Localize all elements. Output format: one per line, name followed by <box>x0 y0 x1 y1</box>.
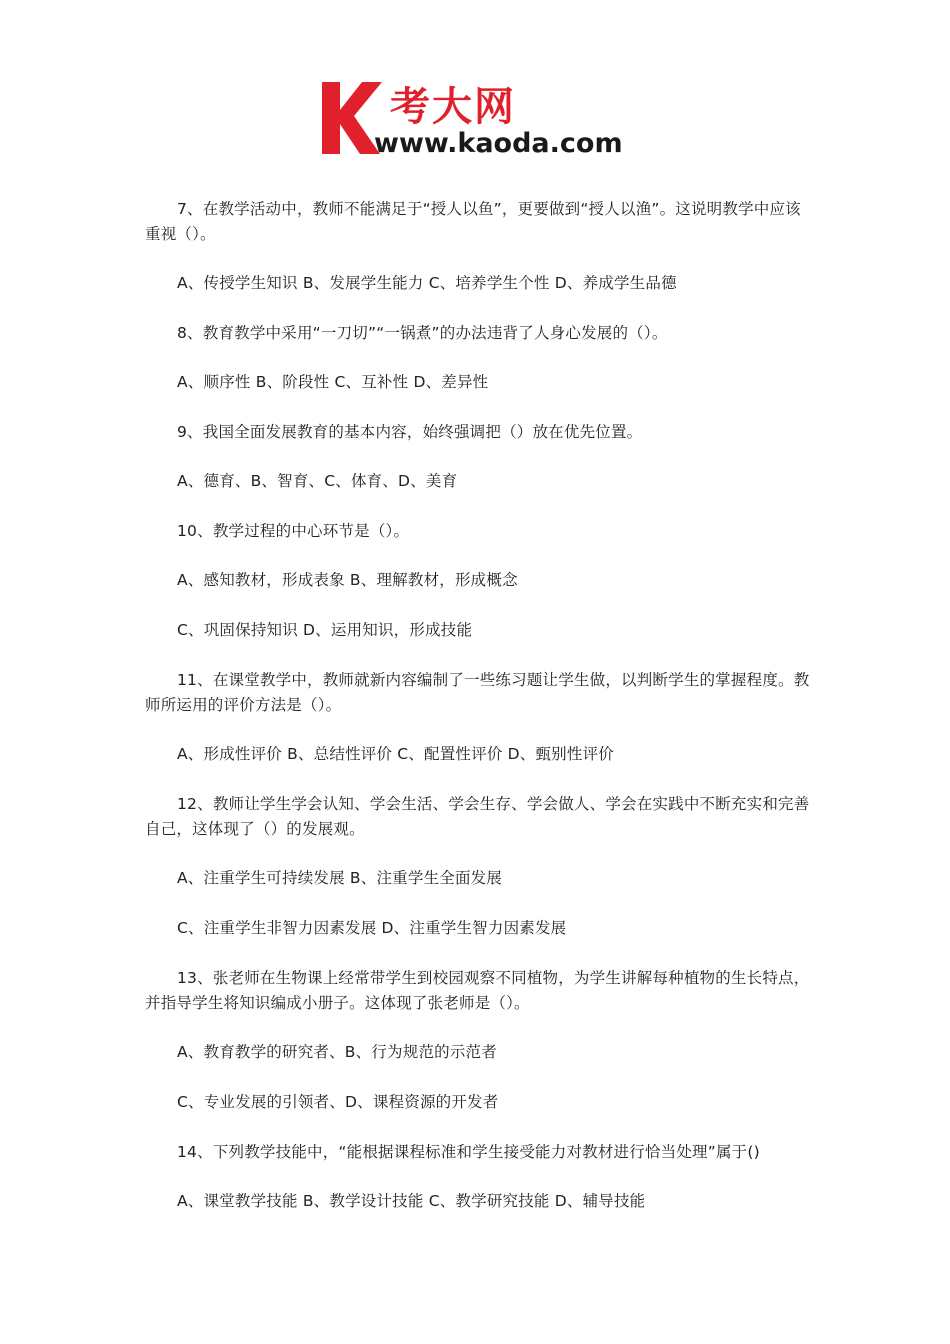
question-options: C、注重学生非智力因素发展 D、注重学生智力因素发展 <box>177 919 567 937</box>
question-stem: 10、教学过程的中心环节是（）。 <box>177 522 410 540</box>
question-options: A、注重学生可持续发展 B、注重学生全面发展 <box>177 869 503 887</box>
question-stem: 12、教师让学生学会认知、学会生活、学会生存、学会做人、学会在实践中不断充实和完善自己，这体现了（）的发展观。 <box>145 795 810 838</box>
question-options: A、顺序性 B、阶段性 C、互补性 D、差异性 <box>177 373 489 391</box>
question-options: A、德育、B、智育、C、体育、D、美育 <box>177 472 458 490</box>
question-stem: 11、在课堂教学中，教师就新内容编制了一些练习题让学生做，以判断学生的掌握程度。教师所运用的评价方法是（）。 <box>145 671 810 714</box>
logo-url: www.kaoda.com <box>374 128 623 159</box>
question-options: A、课堂教学技能 B、教学设计技能 C、教学研究技能 D、辅导技能 <box>177 1192 646 1210</box>
question-stem: 9、我国全面发展教育的基本内容，始终强调把（）放在优先位置。 <box>177 423 643 441</box>
kaoda-logo <box>318 80 638 160</box>
question-options: C、专业发展的引领者、D、课程资源的开发者 <box>177 1093 499 1111</box>
question-stem: 8、教育教学中采用“一刀切”“一锅煮”的办法违背了人身心发展的（）。 <box>177 324 668 342</box>
question-options: A、感知教材，形成表象 B、理解教材，形成概念 <box>177 571 518 589</box>
logo-brand-cn: 考大网 <box>390 84 516 130</box>
question-list <box>145 197 811 1239</box>
question-options: A、教育教学的研究者、B、行为规范的示范者 <box>177 1043 497 1061</box>
question-stem: 13、张老师在生物课上经常带学生到校园观察不同植物，为学生讲解每种植物的生长特点，并指导学生将知识编成小册子。这体现了张老师是（）。 <box>145 969 810 1012</box>
question-options: C、巩固保持知识 D、运用知识，形成技能 <box>177 621 473 639</box>
question-options: A、形成性评价 B、总结性评价 C、配置性评价 D、甄别性评价 <box>177 745 614 763</box>
kaoda-logo-graphic <box>318 80 638 160</box>
question-stem: 7、在教学活动中，教师不能满足于“授人以鱼”，更要做到“授人以渔”。这说明教学中应该重视（）。 <box>145 200 801 243</box>
question-stem: 14、下列教学技能中，“能根据课程标准和学生接受能力对教材进行恰当处理”属于() <box>177 1143 760 1161</box>
question-options: A、传授学生知识 B、发展学生能力 C、培养学生个性 D、养成学生品德 <box>177 274 677 292</box>
logo-k-mark <box>322 82 382 154</box>
